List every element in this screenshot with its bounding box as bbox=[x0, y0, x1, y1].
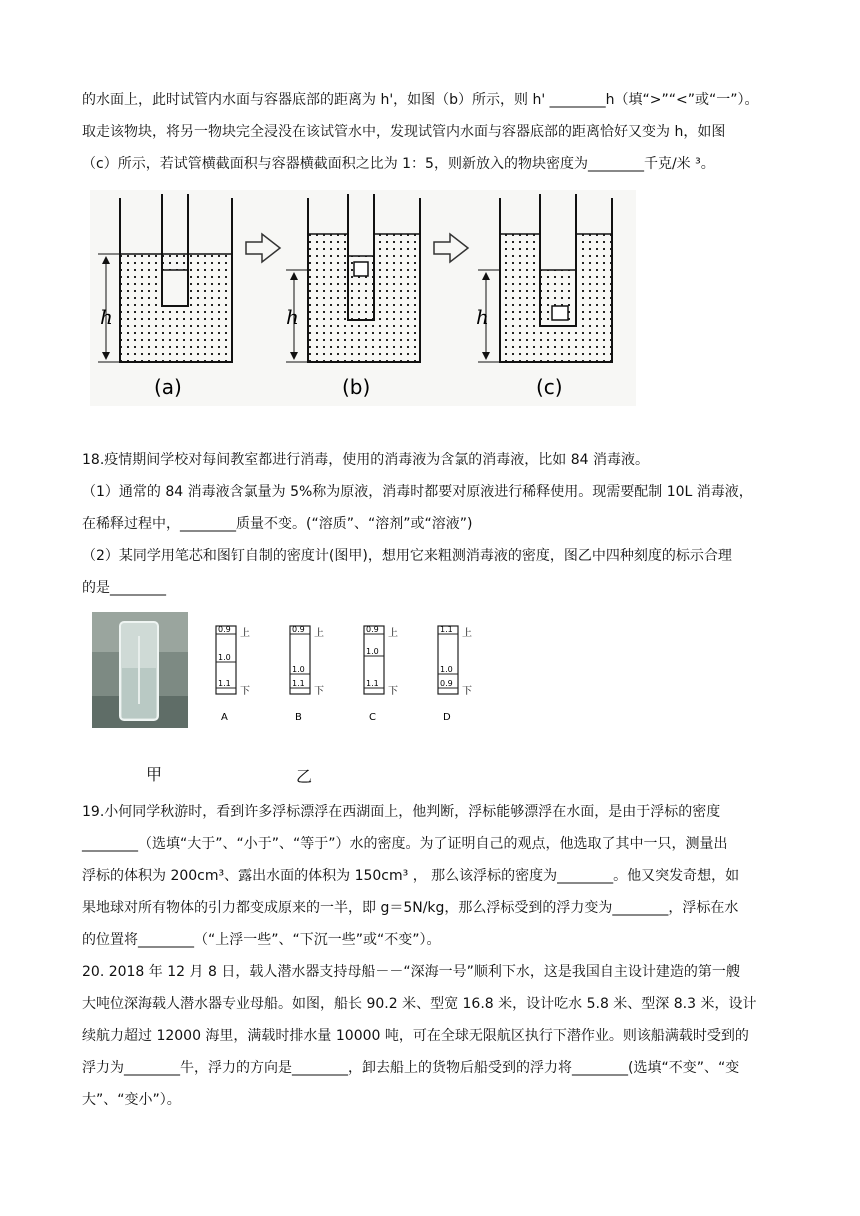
hydrometer-photo bbox=[92, 612, 188, 728]
tick-label: 1.1 bbox=[292, 679, 305, 688]
tick-label: 0.9 bbox=[440, 679, 453, 688]
text-line: （2）某同学用笔芯和图钉自制的密度计(图甲)，想用它来粗测消毒液的密度，图乙中四种刻度的标示合理 bbox=[82, 548, 732, 564]
top-label: 上 bbox=[314, 628, 324, 639]
q18-text bbox=[82, 444, 782, 604]
text-line: 的水面上，此时试管内水面与容器底部的距离为 h'，如图（b）所示，则 h' ________h（填“>”“<”或“一”）。 bbox=[82, 92, 759, 108]
q17-text bbox=[82, 84, 782, 180]
tick-label: 1.0 bbox=[218, 653, 231, 662]
text-line: 18.疫情期间学校对每间教室都进行消毒，使用的消毒液为含氯的消毒液，比如 84 消毒液。 bbox=[82, 452, 649, 468]
scale-letter: A bbox=[221, 712, 228, 723]
q20-text bbox=[82, 956, 782, 1116]
tick-label: 1.1 bbox=[218, 679, 231, 688]
scale-b bbox=[290, 625, 324, 723]
tick-label: 0.9 bbox=[292, 625, 305, 634]
height-label-c: h bbox=[476, 305, 489, 329]
text-line: 的是________ bbox=[82, 580, 166, 596]
label-jia: 甲 bbox=[146, 765, 163, 784]
text-line: 大吨位深海载人潜水器专业母船。如图，船长 90.2 米、型宽 16.8 米，设计吃水 5.8 米、型深 8.3 米，设计 bbox=[82, 996, 757, 1012]
tick-label: 1.0 bbox=[440, 665, 453, 674]
caption-c: (c) bbox=[536, 375, 563, 399]
text-line: 的位置将________（“上浮一些”、“下沉一些”或“不变”）。 bbox=[82, 932, 441, 948]
text-line: 浮力为________牛，浮力的方向是________，卸去船上的货物后船受到的浮力将________(选填“不变”、“变 bbox=[82, 1060, 740, 1076]
text-line: 续航力超过 12000 海里，满载时排水量 10000 吨，可在全球无限航区执行下潜作业。则该船满载时受到的 bbox=[82, 1028, 749, 1044]
bottom-label: 下 bbox=[240, 686, 250, 697]
height-label-b: h bbox=[286, 305, 299, 329]
bottom-label: 下 bbox=[462, 686, 472, 697]
scales-figure bbox=[206, 622, 496, 726]
bottom-label: 下 bbox=[388, 686, 398, 697]
caption-b: (b) bbox=[342, 375, 371, 399]
tick-label: 1.1 bbox=[366, 679, 379, 688]
tick-label: 1.0 bbox=[366, 647, 379, 656]
text-line: 20. 2018 年 12 月 8 日，载人潜水器支持母船－－“深海一号”顺利下水，这是我国自主设计建造的第一艘 bbox=[82, 964, 740, 980]
top-label: 上 bbox=[388, 628, 398, 639]
test-tube-figure bbox=[90, 190, 636, 406]
top-label: 上 bbox=[240, 628, 250, 639]
q19-text bbox=[82, 796, 782, 956]
tick-label: 1.0 bbox=[292, 665, 305, 674]
text-line: （1）通常的 84 消毒液含氯量为 5%称为原液，消毒时都要对原液进行稀释使用。现需要配制 10L 消毒液， bbox=[82, 484, 753, 500]
text-line: 果地球对所有物体的引力都变成原来的一半，即 g＝5N/kg，那么浮标受到的浮力变为________，浮标在水 bbox=[82, 900, 739, 916]
tick-label: 1.1 bbox=[440, 625, 453, 634]
scale-d bbox=[438, 625, 472, 723]
tick-label: 0.9 bbox=[218, 625, 231, 634]
text-line: 取走该物块，将另一物块完全浸没在该试管水中，发现试管内水面与容器底部的距离恰好又变为 h，如图 bbox=[82, 124, 726, 140]
text-line: ________（选填“大于”、“小于”、“等于”）水的密度。为了证明自己的观点，他选取了其中一只，测量出 bbox=[82, 836, 728, 852]
scale-letter: D bbox=[443, 712, 451, 723]
scale-letter: B bbox=[295, 712, 302, 723]
text-line: 19.小何同学秋游时，看到许多浮标漂浮在西湖面上，他判断，浮标能够漂浮在水面，是由于浮标的密度 bbox=[82, 804, 721, 820]
height-label-a: h bbox=[100, 305, 113, 329]
top-label: 上 bbox=[462, 628, 472, 639]
text-line: （c）所示，若试管横截面积与容器横截面积之比为 1：5，则新放入的物块密度为________千克/米 ³。 bbox=[82, 156, 715, 172]
caption-a: (a) bbox=[154, 375, 182, 399]
text-line: 在稀释过程中，________质量不变。(“溶质”、“溶剂”或“溶液”) bbox=[82, 516, 473, 532]
text-line: 大”、“变小”）。 bbox=[82, 1092, 181, 1108]
label-yi: 乙 bbox=[296, 767, 313, 786]
scale-letter: C bbox=[369, 712, 376, 723]
scale-a bbox=[216, 625, 250, 723]
text-line: 浮标的体积为 200cm³、露出水面的体积为 150cm³ ， 那么该浮标的密度为________。他又突发奇想，如 bbox=[82, 868, 740, 884]
bottom-label: 下 bbox=[314, 686, 324, 697]
tick-label: 0.9 bbox=[366, 625, 379, 634]
scale-c bbox=[364, 625, 398, 723]
